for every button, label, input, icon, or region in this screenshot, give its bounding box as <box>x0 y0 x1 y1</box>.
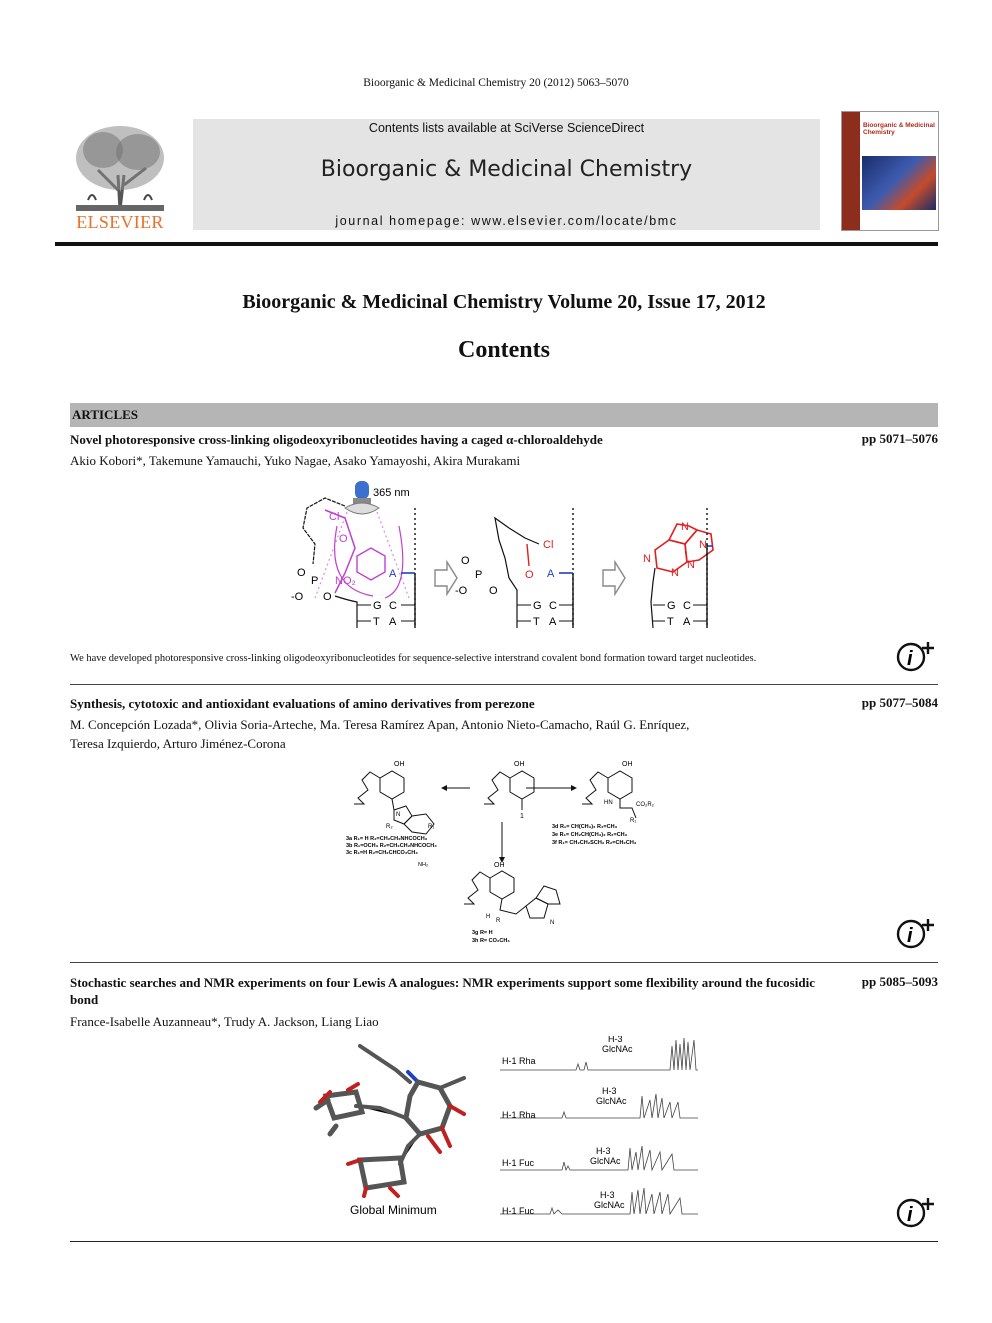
article-pages: pp 5077–5084 <box>861 695 938 710</box>
spectrum-3-peak-top: H-3 <box>596 1146 611 1156</box>
article-title[interactable]: Synthesis, cytotoxic and antioxidant evaluations of amino derivatives from perezone <box>70 696 535 711</box>
label-oh-center: OH <box>514 761 525 768</box>
reaction-arrow-icon <box>603 562 625 594</box>
info-plus-icon[interactable] <box>895 638 937 674</box>
label-a-2: A <box>389 616 397 628</box>
article-separator <box>70 962 938 963</box>
contents-heading: Contents <box>457 337 550 363</box>
label-oh-right: OH <box>622 761 633 768</box>
legend-left-1: 3a R₁= H R₂=CH₂CH₂NHCOCH₃ <box>346 836 428 842</box>
spectrum-1-left: H-1 Rha <box>502 1056 536 1066</box>
spectrum-4-left: H-1 Fuc <box>502 1206 535 1216</box>
section-bar <box>70 403 938 427</box>
svg-text:i: i <box>907 1204 913 1226</box>
article-authors-line2: Teresa Izquierdo, Arturo Jiménez-Corona <box>70 736 286 751</box>
label-n-3: N <box>699 539 707 551</box>
label-c-3: C <box>683 600 691 612</box>
label-n-4: N <box>671 567 679 579</box>
article-title[interactable]: Novel photoresponsive cross-linking oligodeoxyribonucleotides having a caged α-chloroaldehyde <box>70 432 603 447</box>
label-a-3: A <box>547 568 555 580</box>
label-cl-2: Cl <box>543 539 554 551</box>
spectrum-2-left: H-1 Rha <box>502 1110 536 1120</box>
label-r-bottom: R <box>496 918 501 924</box>
label-n-left: N <box>396 812 401 818</box>
label-compound-1: 1 <box>520 813 524 820</box>
label-minus-o-1: -O <box>291 591 304 603</box>
running-header: Bioorganic & Medicinal Chemistry 20 (2012) 5063–5070 <box>363 77 629 89</box>
label-n-2: N <box>681 521 689 533</box>
legend-right-3: 3f R₁= CH₂CH₂SCH₃ R₂=CH₂CH₃ <box>552 840 637 846</box>
spectrum-1-peak-top: H-3 <box>608 1036 623 1044</box>
journal-homepage[interactable]: journal homepage: www.elsevier.com/locate/bmc <box>335 214 678 228</box>
spectrum-4-peak-bottom: GlcNAc <box>594 1200 625 1210</box>
article-pages: pp 5085–5093 <box>861 974 938 989</box>
journal-banner <box>193 119 820 230</box>
label-r2-left: R₂ <box>386 824 393 830</box>
graphical-abstract-1 <box>285 478 725 636</box>
article-title[interactable]: Stochastic searches and NMR experiments on four Lewis A analogues: NMR experiments support some flexibility around the fucosidic bond <box>70 975 815 1007</box>
header-rule <box>55 242 938 246</box>
label-c-2: C <box>549 600 557 612</box>
legend-bottom-2: 3h R= CO₂CH₃ <box>472 938 510 944</box>
label-a-5: A <box>683 616 691 628</box>
svg-text:i: i <box>907 648 913 670</box>
label-o-6: O <box>489 585 498 597</box>
spectrum-3-peak-bottom: GlcNAc <box>590 1156 621 1166</box>
bottom-rule <box>70 1241 938 1242</box>
volume-title: Bioorganic & Medicinal Chemistry Volume 20, Issue 17, 2012 <box>242 291 766 313</box>
elsevier-wordmark: ELSEVIER <box>76 212 164 232</box>
label-oh-bottom: OH <box>494 862 505 869</box>
figure-caption: Global Minimum <box>350 1203 437 1217</box>
label-r1-left: R₁ <box>428 824 435 830</box>
wavelength-label: 365 nm <box>373 487 410 499</box>
contents-availability[interactable]: Contents lists available at SciVerse ScienceDirect <box>368 121 645 135</box>
article-abstract: We have developed photoresponsive cross-linking oligodeoxyribonucleotides for sequence-selective interstrand covalent bond formation toward target nucleotides. <box>70 653 757 664</box>
label-r1-right: R₁ <box>630 818 637 824</box>
label-oh-left: OH <box>394 761 405 768</box>
label-a-4: A <box>549 616 557 628</box>
label-nh-bottom: N <box>550 920 555 926</box>
label-no2-1: NO₂ <box>335 575 356 587</box>
spectrum-3-left: H-1 Fuc <box>502 1158 535 1168</box>
graphical-abstract-3 <box>300 1036 710 1226</box>
label-c-1: C <box>389 600 397 612</box>
article-authors-line1: M. Concepción Lozada*, Olivia Soria-Arteche, Ma. Teresa Ramírez Apan, Antonio Nieto-Camacho, Raúl G. Enríquez, <box>70 717 690 732</box>
info-plus-icon[interactable] <box>895 1194 937 1230</box>
label-hn-right: HN <box>604 800 613 806</box>
label-minus-o-2: -O <box>455 585 468 597</box>
section-label: ARTICLES <box>72 407 139 422</box>
article-authors: France-Isabelle Auzanneau*, Trudy A. Jackson, Liang Liao <box>70 1014 379 1029</box>
label-p-2: P <box>475 569 483 581</box>
spectrum-2-peak-bottom: GlcNAc <box>596 1096 627 1106</box>
legend-bottom-1: 3g R= H <box>472 930 493 936</box>
label-g-1: G <box>373 600 382 612</box>
label-g-2: G <box>533 600 542 612</box>
label-n-1: N <box>643 553 651 565</box>
label-g-3: G <box>667 600 676 612</box>
label-o-3: O <box>323 591 332 603</box>
legend-right-2: 3e R₁= CH₂CH(CH₃)₂ R₂=CH₃ <box>552 832 628 838</box>
spectrum-4-peak-top: H-3 <box>600 1190 615 1200</box>
label-t-2: T <box>533 616 540 628</box>
legend-left-nh2: NH₂ <box>418 862 429 868</box>
label-p-1: P <box>311 575 319 587</box>
label-co2r2-right: CO₂R₂ <box>636 802 654 808</box>
article-authors: Akio Kobori*, Takemune Yamauchi, Yuko Nagae, Asako Yamayoshi, Akira Murakami <box>70 453 521 468</box>
label-cl-1: Cl <box>329 511 340 523</box>
label-t-3: T <box>667 616 674 628</box>
label-o-5: O <box>461 555 470 567</box>
graphical-abstract-2 <box>340 758 680 950</box>
spectrum-2-peak-top: H-3 <box>602 1086 617 1096</box>
journal-cover-thumbnail <box>841 111 939 231</box>
spectrum-1-peak-bottom: GlcNAc <box>602 1044 633 1054</box>
label-t-1: T <box>373 616 380 628</box>
label-o-4: O <box>525 569 534 581</box>
journal-title: Bioorganic & Medicinal Chemistry <box>320 157 693 182</box>
label-o-1: O <box>339 533 348 545</box>
legend-left-3: 3c R₁=H R₂=CH₂CHCO₂CH₃ <box>346 850 418 856</box>
label-n-5: N <box>687 559 695 571</box>
article-pages: pp 5071–5076 <box>861 431 938 446</box>
label-o-2: O <box>297 567 306 579</box>
cover-image <box>862 156 936 210</box>
label-a-1: A <box>389 568 397 580</box>
article-separator <box>70 684 938 685</box>
legend-right-1: 3d R₁= CH(CH₃)₂ R₂=CH₃ <box>552 824 618 830</box>
cover-stripe <box>842 112 860 230</box>
label-h-bottom: H <box>486 914 491 920</box>
cover-title: Bioorganic & Medicinal Chemistry <box>863 122 935 136</box>
legend-left-2: 3b R₁=OCH₃ R₂=CH₂CH₂NHCOCH₃ <box>346 843 437 849</box>
svg-text:i: i <box>907 925 913 947</box>
info-plus-icon[interactable] <box>895 915 937 951</box>
reaction-arrow-icon <box>435 562 457 594</box>
